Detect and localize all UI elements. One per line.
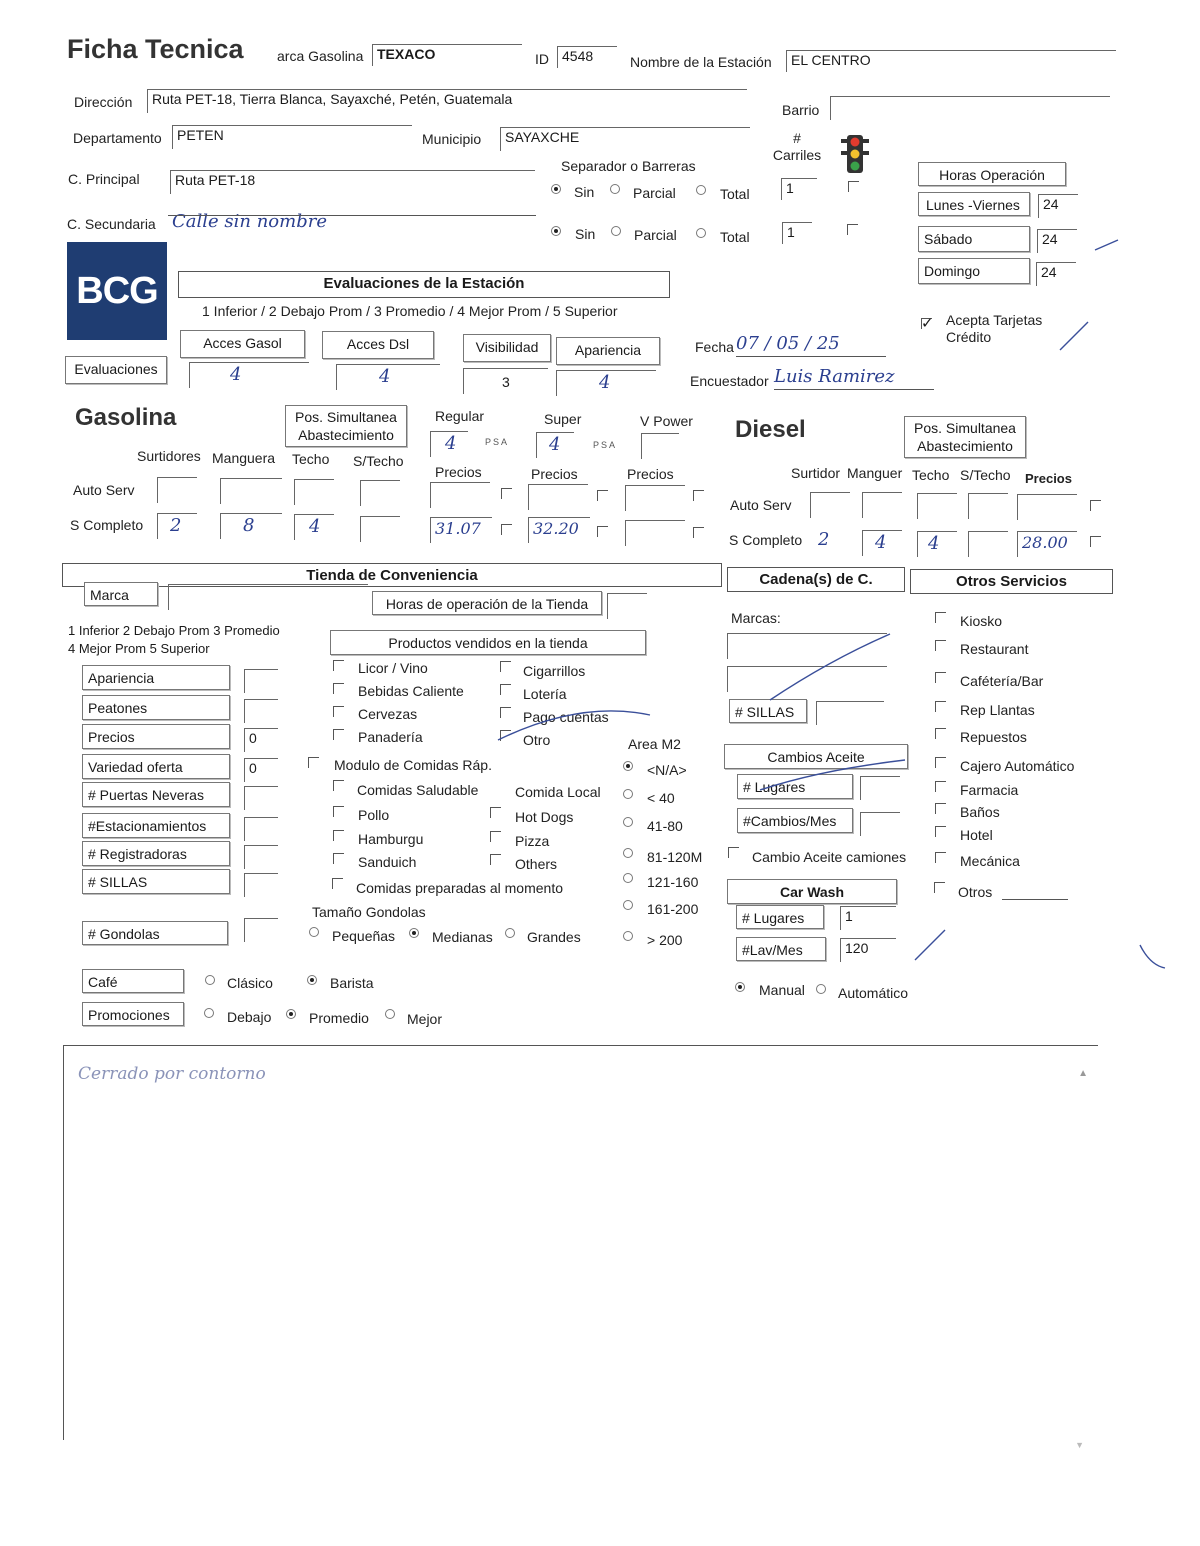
estacion-label: Nombre de la Estación (630, 54, 772, 70)
col-techo: Techo (292, 451, 330, 467)
acces-dsl-label: Acces Dsl (322, 331, 434, 359)
producto-label: Bebidas Caliente (358, 683, 464, 699)
secundaria-total-label: Total (720, 229, 750, 245)
acces-gasol-label: Acces Gasol (180, 330, 305, 358)
cw-lugares-label: # Lugares (736, 905, 824, 929)
comida-local-label: Comida Local (515, 784, 601, 800)
servicio-label: Repuestos (960, 729, 1027, 745)
precios-regular-label: Precios (435, 464, 482, 480)
sc-manguera-field[interactable]: 8 (220, 513, 282, 539)
fecha-label: Fecha (695, 339, 734, 355)
metric-label: Apariencia (82, 665, 230, 690)
horas-operacion-header: Horas Operación (918, 162, 1066, 186)
sc-techo-field[interactable]: 4 (294, 514, 334, 540)
carriles-principal-field[interactable]: 1 (781, 178, 817, 200)
domingo-field[interactable]: 24 (1036, 262, 1076, 286)
regular-field[interactable]: 4 (430, 431, 468, 457)
lunes-viernes-label: Lunes -Viernes (918, 192, 1030, 216)
area-label: <N/A> (647, 762, 687, 778)
carriles-label: # Carriles (772, 130, 822, 163)
col-manguera: Manguera (212, 450, 276, 466)
barrio-label: Barrio (782, 102, 820, 118)
estacion-field[interactable]: EL CENTRO (786, 50, 1116, 72)
servicio-label: Kiosko (960, 613, 1003, 629)
comida-label: Hamburgu (358, 831, 424, 847)
cw-lav-label: #Lav/Mes (736, 937, 826, 961)
c-principal-field[interactable]: Ruta PET-18 (170, 170, 535, 194)
area-title: Area M2 (628, 736, 681, 752)
principal-parcial-label: Parcial (633, 185, 676, 201)
cadena-header: Cadena(s) de C. (727, 567, 905, 592)
scroll-up-icon[interactable]: ▲ (1078, 1068, 1088, 1079)
preparadas-label: Comidas preparadas al momento (356, 880, 563, 896)
super-psa: PSA (593, 440, 618, 450)
camiones-label: Cambio Aceite camiones (752, 849, 907, 865)
servicio-label: Baños (960, 804, 1000, 820)
promo-debajo-label: Debajo (227, 1009, 272, 1025)
producto-label: Cervezas (358, 706, 418, 722)
id-label: ID (535, 51, 549, 67)
comida-label: Sanduich (358, 854, 417, 870)
producto-label: Pago cuentas (523, 709, 609, 725)
d-sc-surtidor-field[interactable]: 2 (818, 529, 830, 550)
servicio-label: Restaurant (960, 641, 1029, 657)
separador-label: Separador o Barreras (561, 158, 696, 174)
direccion-field[interactable]: Ruta PET-18, Tierra Blanca, Sayaxché, Petén, Guatemala (147, 89, 747, 113)
super-label: Super (544, 411, 582, 427)
carriles-secundaria-field[interactable]: 1 (782, 222, 812, 244)
page-title: Ficha Tecnica (67, 34, 244, 64)
otros-header: Otros Servicios (910, 569, 1113, 594)
marca-field[interactable]: TEXACO (372, 44, 522, 66)
area-label: 81-120M (647, 849, 703, 865)
encuestador-field[interactable]: Luis Ramirez (774, 366, 895, 387)
municipio-label: Municipio (422, 131, 482, 147)
s-completo-label: S Completo (70, 517, 144, 533)
col-stecho: S/Techo (353, 453, 404, 469)
col-surtidores: Surtidores (137, 448, 201, 464)
evaluaciones-scale: 1 Inferior / 2 Debajo Prom / 3 Promedio / 4 Mejor Prom / 5 Superior (202, 303, 618, 319)
scroll-down-icon[interactable]: ▼ (1075, 1440, 1084, 1450)
acces-dsl-field[interactable]: 4 (336, 364, 440, 390)
gondola-medianas-label: Medianas (432, 929, 493, 945)
gondolas-size-label: Tamaño Gondolas (312, 904, 426, 920)
comidas-rapidas-label: Modulo de Comidas Ráp. (334, 757, 492, 773)
municipio-field[interactable]: SAYAXCHE (500, 127, 750, 151)
gondolas-label: # Gondolas (82, 921, 228, 945)
col-surtidor: Surtidor (791, 465, 841, 481)
producto-label: Otro (523, 732, 551, 748)
servicio-label: Cafétería/Bar (960, 673, 1044, 689)
carwash-header: Car Wash (727, 879, 897, 904)
metric-field[interactable]: 0 (244, 758, 278, 782)
notas-text: Cerrado por contorno (78, 1064, 266, 1084)
servicio-label: Hotel (960, 827, 993, 843)
comida-label: Pizza (515, 833, 550, 849)
cafe-clasico-label: Clásico (227, 975, 273, 991)
diesel-s-completo-label: S Completo (729, 532, 803, 548)
saludable-label: Comidas Saludable (357, 782, 479, 798)
servicio-label: Mecánica (960, 853, 1020, 869)
diesel-auto-serv-label: Auto Serv (730, 497, 792, 513)
id-field[interactable]: 4548 (557, 46, 617, 68)
area-label: 161-200 (647, 901, 699, 917)
gasolina-title: Gasolina (75, 404, 177, 431)
secundaria-parcial-label: Parcial (634, 227, 677, 243)
visibilidad-label: Visibilidad (463, 334, 551, 362)
logo-text: BCG (76, 270, 158, 312)
tienda-header: Tienda de Conveniencia (62, 563, 722, 587)
evaluaciones-header: Evaluaciones de la Estación (178, 271, 670, 298)
otros-label: Otros (958, 884, 993, 900)
area-label: 41-80 (647, 818, 683, 834)
carwash-automatico-label: Automático (838, 985, 909, 1001)
apariencia-label: Apariencia (556, 337, 660, 365)
sabado-field[interactable]: 24 (1037, 229, 1077, 253)
c-secundaria-label: C. Secundaria (67, 216, 156, 232)
principal-total-label: Total (720, 186, 750, 202)
sabado-label: Sábado (918, 226, 1030, 252)
acepta-tarjetas-label: Acepta Tarjetas Crédito (946, 312, 1043, 345)
gasolina-pos-label: Pos. Simultanea Abastecimiento (285, 405, 407, 447)
marca-label: arca Gasolina (277, 48, 364, 64)
d-sc-precio-field[interactable]: 28.00 (1017, 531, 1077, 557)
metric-label: Precios (82, 724, 230, 749)
cambios-mes-label: #Cambios/Mes (737, 808, 853, 833)
gondola-grandes-label: Grandes (527, 929, 581, 945)
producto-label: Licor / Vino (358, 660, 428, 676)
apariencia-field[interactable]: 4 (556, 370, 656, 396)
d-sc-techo-field[interactable]: 4 (917, 531, 957, 557)
col-precios-diesel: Precios (1025, 471, 1072, 486)
area-label: > 200 (647, 932, 683, 948)
tienda-marca-label: Marca (84, 582, 158, 606)
cafe-barista-label: Barista (330, 975, 374, 991)
metric-label: # Registradoras (82, 841, 230, 866)
acces-gasol-field[interactable]: 4 (189, 362, 309, 388)
auto-serv-label: Auto Serv (73, 482, 135, 498)
promo-promedio-label: Promedio (309, 1010, 369, 1026)
promociones-label: Promociones (82, 1002, 184, 1026)
col-manguer: Manguer (847, 465, 903, 481)
c-principal-label: C. Principal (68, 171, 140, 187)
cw-lugares-field[interactable]: 1 (840, 906, 896, 930)
precios-vpower-label: Precios (627, 466, 674, 482)
servicio-label: Farmacia (960, 782, 1019, 798)
cw-lav-field[interactable]: 120 (840, 938, 896, 962)
regular-label: Regular (435, 408, 485, 424)
col-stecho-diesel: S/Techo (960, 467, 1011, 483)
precios-super-label: Precios (531, 466, 578, 482)
departamento-label: Departamento (73, 130, 162, 146)
carwash-manual-label: Manual (759, 982, 805, 998)
diesel-pos-label: Pos. Simultanea Abastecimiento (904, 416, 1026, 458)
comida-label: Others (515, 856, 558, 872)
domingo-label: Domingo (918, 258, 1030, 284)
check-icon: ✓ (921, 315, 934, 332)
visibilidad-field[interactable]: 3 (463, 368, 548, 394)
sc-surtidores-field[interactable]: 2 (157, 513, 197, 539)
metric-label: Peatones (82, 695, 230, 720)
sc-precio-super-field[interactable]: 32.20 (528, 517, 590, 543)
area-label: 121-160 (647, 874, 699, 890)
tienda-scale-1: 1 Inferior 2 Debajo Prom 3 Promedio (68, 623, 280, 638)
lunes-viernes-field[interactable]: 24 (1038, 194, 1078, 218)
productos-header: Productos vendidos en la tienda (330, 630, 646, 655)
metric-label: #Estacionamientos (82, 813, 230, 838)
cambios-lugares-label: # Lugares (737, 774, 853, 799)
promo-mejor-label: Mejor (407, 1011, 443, 1027)
comida-label: Hot Dogs (515, 809, 574, 825)
servicio-label: Rep Llantas (960, 702, 1035, 718)
c-secundaria-field[interactable]: Calle sin nombre (172, 211, 327, 232)
secundaria-sin-label: Sin (575, 226, 596, 242)
diesel-title: Diesel (735, 416, 806, 443)
cadena-sillas-label: # SILLAS (729, 699, 807, 723)
encuestador-label: Encuestador (690, 373, 769, 389)
metric-label: # SILLAS (82, 869, 230, 894)
direccion-label: Dirección (74, 94, 133, 110)
tienda-scale-2: 4 Mejor Prom 5 Superior (68, 641, 210, 656)
sc-precio-regular-field[interactable]: 31.07 (430, 517, 492, 543)
producto-label: Cigarrillos (523, 663, 586, 679)
gondola-pequenas-label: Pequeñas (332, 928, 396, 944)
servicio-label: Cajero Automático (960, 758, 1075, 774)
tienda-horas-label: Horas de operación de la Tienda (372, 591, 602, 615)
fecha-field[interactable]: 07 / 05 / 25 (736, 333, 840, 354)
col-techo-diesel: Techo (912, 467, 950, 483)
departamento-field[interactable]: PETEN (172, 125, 412, 149)
area-label: < 40 (647, 790, 675, 806)
marcas-label: Marcas: (731, 610, 781, 626)
d-sc-manguer-field[interactable]: 4 (862, 530, 902, 556)
regular-psa: PSA (485, 437, 510, 447)
vpower-label: V Power (640, 413, 693, 429)
cafe-label: Café (82, 969, 184, 993)
producto-label: Panadería (358, 729, 423, 745)
comida-label: Pollo (358, 807, 390, 823)
super-field[interactable]: 4 (536, 432, 574, 458)
metric-label: Variedad oferta (82, 754, 230, 779)
metric-label: # Puertas Neveras (82, 782, 230, 807)
metric-field[interactable]: 0 (244, 728, 278, 752)
evaluaciones-row-label: Evaluaciones (65, 356, 167, 384)
principal-sin-label: Sin (574, 184, 595, 200)
cambios-aceite-header: Cambios Aceite (724, 744, 908, 769)
producto-label: Lotería (523, 686, 567, 702)
